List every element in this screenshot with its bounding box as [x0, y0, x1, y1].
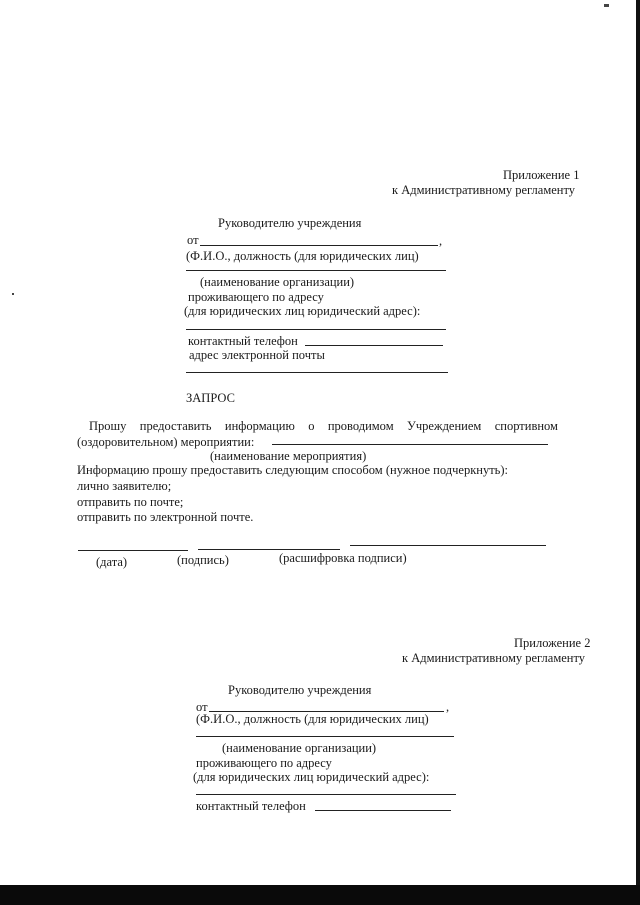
appendix2-subtitle: к Административному регламенту — [402, 651, 586, 665]
fio-field-line — [200, 245, 438, 246]
residing-label: проживающего по адресу — [188, 290, 324, 304]
appendix1-title: Приложение 1 — [503, 168, 580, 182]
scan-edge-right — [636, 0, 640, 905]
request-word: спортивном — [494, 419, 558, 433]
method-text: Информацию прошу предоставить следующим способом (нужное подчеркнуть): — [77, 463, 509, 477]
fio-hint-2: (Ф.И.О., должность (для юридических лиц) — [196, 712, 429, 726]
addressee-heading: Руководителю учреждения — [218, 216, 362, 230]
scan-speck — [604, 4, 609, 7]
request-line-2: (оздоровительном) мероприятии: — [77, 435, 255, 449]
decoding-hint: (расшифровка подписи) — [279, 551, 407, 565]
appendix2-title: Приложение 2 — [514, 636, 591, 650]
org-hint: (наименование организации) — [200, 275, 355, 289]
addressee-heading-2: Руководителю учреждения — [228, 683, 372, 697]
address-field-line-2 — [196, 794, 456, 795]
decoding-field-line — [350, 545, 546, 546]
request-word: о — [308, 419, 315, 433]
residing-label-2: проживающего по адресу — [196, 756, 332, 770]
event-field-line — [272, 444, 548, 445]
phone-label: контактный телефон — [188, 334, 298, 348]
scan-edge-bottom — [0, 885, 640, 905]
event-hint: (наименование мероприятия) — [210, 449, 367, 463]
date-field-line — [78, 550, 188, 551]
org-field-line-2 — [196, 736, 454, 737]
date-hint: (дата) — [96, 555, 128, 569]
appendix1-subtitle: к Административному регламенту — [392, 183, 576, 197]
org-hint-2: (наименование организации) — [222, 741, 377, 755]
request-word: проводимом — [327, 419, 394, 433]
legal-address-label: (для юридических лиц юридический адрес): — [184, 304, 421, 318]
from-label-2: от — [196, 700, 208, 714]
email-label: адрес электронной почты — [189, 348, 325, 362]
fio-comma: , — [439, 234, 443, 248]
phone-field-line-2 — [315, 810, 451, 811]
option-by-mail: отправить по почте; — [77, 495, 184, 509]
option-in-person: лично заявителю; — [77, 479, 172, 493]
phone-field-line — [305, 345, 443, 346]
fio-hint: (Ф.И.О., должность (для юридических лиц) — [186, 249, 419, 263]
legal-address-label-2: (для юридических лиц юридический адрес): — [193, 770, 430, 784]
email-field-line — [186, 372, 448, 373]
signature-hint: (подпись) — [177, 553, 229, 567]
request-word: информацию — [224, 419, 295, 433]
fio-comma-2: , — [446, 700, 450, 714]
org-field-line — [186, 270, 446, 271]
address-field-line — [186, 329, 446, 330]
request-line-1 — [89, 419, 558, 433]
from-label: от — [187, 233, 199, 247]
request-word: Учреждением — [407, 419, 482, 433]
request-word: Прошу — [89, 419, 127, 433]
signature-field-line — [198, 549, 340, 550]
phone-label-2: контактный телефон — [196, 799, 306, 813]
request-heading: ЗАПРОС — [186, 391, 235, 405]
scan-speck — [12, 293, 14, 295]
option-by-email: отправить по электронной почте. — [77, 510, 254, 524]
request-word: предоставить — [139, 419, 212, 433]
